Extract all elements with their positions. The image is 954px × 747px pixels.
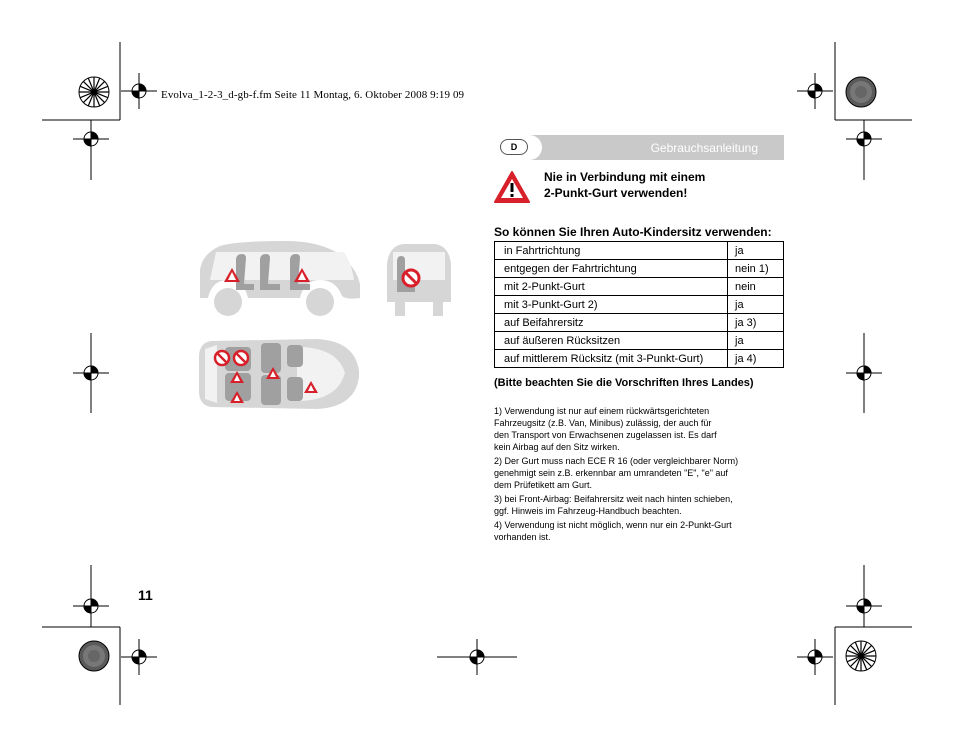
language-tab [494, 135, 542, 160]
footnote [494, 493, 784, 517]
footnote-line: 1) Verwendung ist nur auf einem rückwärtsgerichteten [494, 406, 710, 416]
car-top-illustration [197, 337, 361, 411]
row-value: ja [728, 332, 784, 350]
footnote-line: vorhanden ist. [494, 532, 551, 542]
row-value: ja 4) [728, 350, 784, 368]
warning-line-1: Nie in Verbindung mit einem [544, 170, 706, 184]
usage-table [494, 241, 784, 368]
section-title: Gebrauchsanleitung [650, 141, 758, 155]
warning-triangle-icon [493, 170, 531, 204]
car-front-illustration [383, 242, 455, 318]
table-row [495, 314, 784, 332]
footnotes [494, 405, 784, 545]
row-label: auf äußeren Rücksitzen [495, 332, 728, 350]
section-header-bar [494, 135, 784, 160]
warning-text [544, 169, 705, 201]
language-badge: D [500, 139, 528, 155]
row-label: mit 3-Punkt-Gurt 2) [495, 296, 728, 314]
footnote-line: Fahrzeugsitz (z.B. Van, Minibus) zulässig, der auch für [494, 418, 712, 428]
footnote-line: den Transport von Erwachsenen zugelassen ist. Es darf [494, 430, 717, 440]
file-info-header: Evolva_1-2-3_d-gb-f.fm Seite 11 Montag, 6. Oktober 2008 9:19 09 [161, 89, 465, 101]
warning-line-2: 2-Punkt-Gurt verwenden! [544, 186, 688, 200]
table-row [495, 242, 784, 260]
row-label: auf mittlerem Rücksitz (mit 3-Punkt-Gurt) [495, 350, 728, 368]
registration-targets [73, 73, 882, 675]
footnote [494, 519, 784, 543]
country-regulations-note: (Bitte beachten Sie die Vorschriften Ihres Landes) [494, 377, 754, 389]
row-value: nein [728, 278, 784, 296]
table-row [495, 278, 784, 296]
footnote-line: 3) bei Front-Airbag: Beifahrersitz weit nach hinten schieben, [494, 494, 733, 504]
page-number: 11 [138, 587, 153, 603]
footnote [494, 405, 784, 453]
table-row [495, 260, 784, 278]
row-label: auf Beifahrersitz [495, 314, 728, 332]
table-row [495, 296, 784, 314]
footnote-line: 2) Der Gurt muss nach ECE R 16 (oder vergleichbarer Norm) [494, 456, 739, 466]
car-side-illustration [196, 240, 362, 318]
footnote-line: kein Airbag auf den Sitz wirken. [494, 442, 620, 452]
row-value: nein 1) [728, 260, 784, 278]
row-label: in Fahrtrichtung [495, 242, 728, 260]
table-row [495, 332, 784, 350]
row-label: entgegen der Fahrtrichtung [495, 260, 728, 278]
footnote-line: genehmigt sein z.B. erkennbar am umrandeten "E", "e" auf [494, 468, 728, 478]
footnote [494, 455, 784, 491]
row-value: ja [728, 296, 784, 314]
row-value: ja [728, 242, 784, 260]
table-row [495, 350, 784, 368]
row-value: ja 3) [728, 314, 784, 332]
row-label: mit 2-Punkt-Gurt [495, 278, 728, 296]
footnote-line: 4) Verwendung ist nicht möglich, wenn nur ein 2-Punkt-Gurt [494, 520, 732, 530]
footnote-line: ggf. Hinweis im Fahrzeug-Handbuch beachten. [494, 506, 682, 516]
footnote-line: dem Prüfetikett am Gurt. [494, 480, 593, 490]
prohibited-icon [403, 270, 419, 286]
usage-heading: So können Sie Ihren Auto-Kindersitz verwenden: [494, 225, 772, 239]
